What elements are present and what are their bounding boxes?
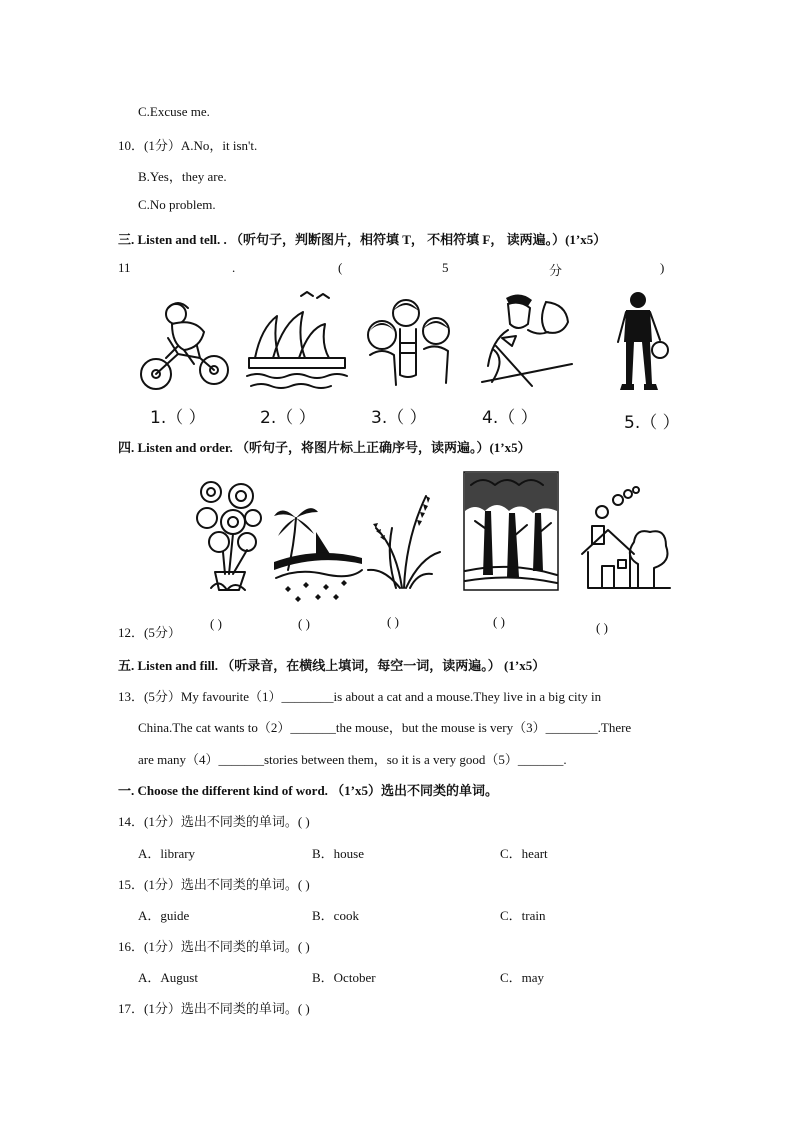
q16-option-b: B．October (312, 970, 376, 985)
q16-option-a: A．August (138, 970, 198, 985)
q16-option-c: C．may (500, 970, 545, 985)
cyclist-icon (138, 298, 234, 394)
section1-title: 一. Choose the different kind of word. （1’x5）选出不同类的单词。 (118, 783, 499, 798)
q16-stem: 16．(1分）选出不同类的单词。( ) (118, 939, 310, 954)
q15-stem: 15．(1分）选出不同类的单词。( ) (118, 877, 310, 892)
house-icon (578, 484, 672, 596)
q13-line-1: 13．(5分）My favourite（1）________is about a cat and a mouse.They live in a big city in (118, 689, 602, 704)
q10-stem: 10．(1分）A.No，it isn't. (118, 138, 258, 153)
q14-option-a: A．library (138, 846, 196, 861)
q15-option-c: C．train (500, 908, 546, 923)
order-paren-4: ( ) (493, 614, 505, 629)
superman-icon (472, 290, 578, 396)
pic-label-5: 5.（ ） (624, 413, 680, 433)
forest-icon (463, 471, 559, 591)
q14-stem: 14．(1分）选出不同类的单词。( ) (118, 814, 310, 829)
opera-house-icon (243, 288, 351, 394)
q11-dot: . (232, 260, 236, 275)
beach-icon (274, 498, 362, 602)
q11-score: 5 (442, 260, 449, 275)
order-paren-2: ( ) (298, 616, 310, 631)
order-paren-5: ( ) (596, 620, 608, 635)
q13-line-3: are many（4）_______stories between them，so it is a very good（5）_______. (138, 752, 567, 767)
q10-option-b: B.Yes，they are. (138, 169, 227, 184)
rice-plant-icon (366, 488, 442, 592)
children-icon (360, 295, 460, 395)
pic-label-2: 2.（ ） (260, 408, 316, 428)
q13-line-2: China.The cat wants to（2）_______the mouse，but the mouse is very（3）________.There (138, 720, 632, 735)
q11-right-paren: ) (660, 260, 665, 275)
q11-unit: 分 (549, 263, 563, 278)
order-paren-1: ( ) (210, 616, 222, 631)
q9-option-c: C.Excuse me. (138, 104, 210, 119)
flowers-icon (193, 478, 265, 602)
q10-option-c: C.No problem. (138, 197, 216, 212)
q14-option-c: C．heart (500, 846, 548, 861)
q17-stem: 17．(1分）选出不同类的单词。( ) (118, 1001, 310, 1016)
q15-option-b: B．cook (312, 908, 359, 923)
q12-number: 12．(5分） (118, 625, 181, 640)
order-paren-3: ( ) (387, 614, 399, 629)
pic-label-4: 4.（ ） (482, 408, 538, 428)
pic-label-3: 3.（ ） (371, 408, 427, 428)
q14-option-b: B．house (312, 846, 365, 861)
q15-option-a: A．guide (138, 908, 190, 923)
section4-title: 四. Listen and order. （听句子，将图片标上正确序号，读两遍。）(1’x5） (118, 440, 531, 455)
q11-left-paren: ( (338, 260, 343, 275)
q11-number: 11 (118, 260, 131, 275)
pic-label-1: 1.（ ） (150, 408, 206, 428)
basketball-player-icon (598, 288, 674, 398)
section3-title: 三. Listen and tell. . （听句子，判断图片，相符填 T， 不相符填 F， 读两遍。）(1’x5） (118, 232, 607, 247)
section5-title: 五. Listen and fill. （听录音，在横线上填词，每空一词，读两遍。） (1’x5） (118, 658, 546, 673)
